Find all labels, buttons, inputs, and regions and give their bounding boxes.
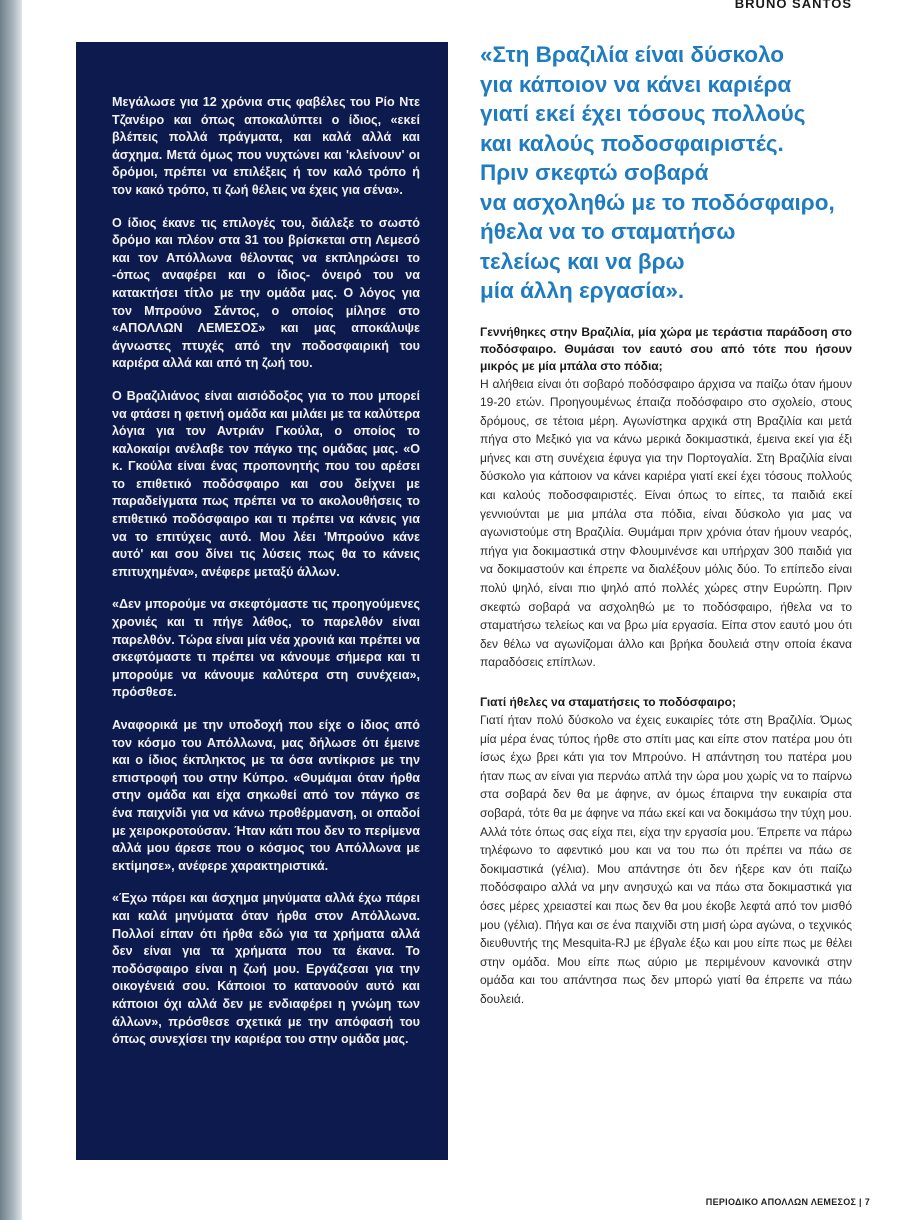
page-edge-shadow — [0, 0, 22, 1220]
interview-column — [480, 40, 852, 1009]
intro-paragraph: Ο ίδιος έκανε τις επιλογές του, διάλεξε το σωστό δρόμο και πλέον στα 31 του βρίσκεται στη Λεμεσό και τον Απόλλωνα θέλοντας να εκπληρώσει το -όπως αναφέρει και ο ίδιος- όνειρό του να κατακτήσει τίτλο με την ομάδα μας. Ο λόγος για τον Μπρούνο Σάντος, ο οποίος μίλησε στο «ΑΠΟΛΛΩΝ ΛΕΜΕΣΟΣ» και μας αποκάλυψε άγνωστες πτυχές από την ποδοσφαιρική του καριέρα αλλά και από τη ζωή του. — [112, 215, 420, 371]
intro-text-box — [76, 42, 448, 1160]
author-header: BRUNO SANTOS — [734, 0, 852, 11]
page-number: 7 — [864, 1197, 870, 1207]
intro-paragraph: Αναφορικά με την υποδοχή που είχε ο ίδιος από τον κόσμο του Απόλλωνα, μας δήλωσε ότι έμεινε και ο ίδιος έκπληκτος με τα όσα αντίκρισε με την επιστροφή του στην Κύπρο. «Θυμάμαι όταν ήρθα στην ομάδα και είχα σηκωθεί από τον πάγκο σε ένα παιχνίδι για να κάνω προθέρμανση, οι οπαδοί με χειροκροτούσαν. Ήταν κάτι που δεν το περίμενα αλλά μου άρεσε που ο κόσμος του Απόλλωνα με εκτίμησε», ανέφερε χαρακτηριστικά. — [112, 718, 420, 873]
interview-question: Γεννήθηκες στην Βραζιλία, μία χώρα με τεράστια παράδοση στο ποδόσφαιρο. Θυμάσαι τον εαυτό σου από τότε που ήσουν μικρός με μία μπάλα στο πόδια; — [480, 324, 852, 373]
intro-paragraph: «Δεν μπορούμε να σκεφτόμαστε τις προηγούμενες χρονιές και τι πήγε λάθος, το παρελθόν είναι παρελθόν. Τώρα είναι μία νέα χρονιά και πρέπει να σκεφτόμαστε τι πρέπει να κάνουμε σήμερα και τι μπορούμε να κάνουμε καλύτερα στη συνέχεια», πρόσθεσε. — [112, 597, 420, 700]
intro-paragraph: Μεγάλωσε για 12 χρόνια στις φαβέλες του Ρίο Ντε Τζανέιρο και όπως αποκαλύπτει ο ίδιος, «εκεί βλέπεις πολλά πράγματα, και καλά αλλά και άσχημα. Μετά όμως που νυχτώνει και 'κλείνουν' οι δρόμοι, πρέπει να επιλέξεις ή τον καλό τρόπο ή τον κακό τρόπο, τι ζωή θέλεις να έχεις για σένα». — [112, 95, 420, 197]
page-footer — [706, 1197, 870, 1207]
pull-quote: «Στη Βραζιλία είναι δύσκολο για κάποιον να κάνει καριέρα γιατί εκεί έχει τόσους πολλούς και καλούς ποδοσφαιριστές. Πριν σκεφτώ σοβαρά να ασχοληθώ με το ποδόσφαιρο, ήθελα να το σταματήσω τελείως και να βρω μία άλλη εργασία». — [480, 42, 835, 303]
interview-answer: Γιατί ήταν πολύ δύσκολο να έχεις ευκαιρίες τότε στη Βραζιλία. Όμως μία μέρα ένας τύπος ήρθε στο σπίτι μας και είπε στον πατέρα μου ότι ίσως έχω βρει κάτι για τον Μπρούνο. Η απάντηση του πατέρα μου ήταν πως αν είναι για περνάω απλά την ώρα μου χωρίς να το παίρνω στα σοβαρά δεν θα με άφηνε, αν όμως έπαιρνα την ευκαιρία στα σοβαρά, τότε θα με άφηνε να πάω εκεί και να δοκιμάσω την τύχη μου. Αλλά τότε όπως σας είχα πει, είχα την εργασία μου. Έπρεπε να πάρω τηλέφωνο το αφεντικό μου και να του πω ότι πρέπει να πάω σε δοκιμαστικά (γέλια). Μου απάντησε ότι δεν ήξερε καν ότι παίζω ποδόσφαιρο αλλά να μην ανησυχώ και να πάω στα δοκιμαστικά για όσες μέρες χρειαστεί και πως δεν θα μου έκοβε λεφτά από τον μισθό μου (γέλια). Πήγα και σε ένα παιχνίδι στη μισή ώρα αγώνα, ο τεχνικός διευθυντής της Mesquita-RJ με έβγαλε έξω και μου είπε πως με θέλει στην ομάδα. Μου είπε πως αύριο με περιμένουν κανονικά στην ομάδα και του απάντησα πως δεν μπορώ γιατί θα έπρεπε να πάω δουλειά. — [480, 713, 852, 1006]
interview-question: Γιατί ήθελες να σταματήσεις το ποδόσφαιρο; — [480, 695, 736, 709]
intro-paragraph: Ο Βραζιλιάνος είναι αισιόδοξος για το που μπορεί να φτάσει η φετινή ομάδα και μιλάει με τα καλύτερα λόγια για τον Αντριάν Γκούλα, ο οποίος το καλοκαίρι ανέλαβε τον πάγκο της ομάδας μας. «Ο κ. Γκούλα είναι ένας προπονητής που του αρέσει το επιθετικό ποδόσφαιρο και σου δείχνει με παραδείγματα πως πρέπει να το ακολουθήσεις το επιθετικό ποδόσφαιρο και τι πρέπει να κάνεις για να το επιτύχεις αυτό. Μου λέει 'Μπρούνο κάνε αυτό' και σου δίνει τις λύσεις πως θα το κάνεις επιτυχημένα», ανέφερε μεταξύ άλλων. — [112, 388, 420, 579]
intro-paragraph: «Έχω πάρει και άσχημα μηνύματα αλλά έχω πάρει και καλά μηνύματα όταν ήρθα στον Απόλλωνα. Πολλοί είπαν ότι ήρθα εδώ για τα χρήματα αλλά δεν είναι για τα χρήματα που τα έκανα. Το ποδόσφαιρο είναι η ζωή μου. Εργάζεσαι για την οικογένειά σου. Κάποιοι το κατανοούν αυτό και κάποιοι όχι αλλά δεν με ενδιαφέρει η γνώμη των άλλων», πρόσθεσε σχετικά με την απόφασή του όπως συνεχίσει την καριέρα του στην ομάδα μας. — [112, 891, 420, 1047]
footer-separator: | — [859, 1197, 862, 1207]
interview-answer: Η αλήθεια είναι ότι σοβαρό ποδόσφαιρο άρχισα να παίζω όταν ήμουν 19-20 ετών. Προηγουμένως έπαιζα ποδόσφαιρο στο σχολείο, στους δρόμους, σε τέτοια μέρη. Αγωνίστηκα αρχικά στη Βραζιλία και μετά πήγα στο Μεξικό για να κάνω μερικά δοκιμαστικά, έμεινα εκεί για έξι μήνες και στη συνέχεια έφυγα για την Πορτογαλία. Στη Βραζιλία είναι δύσκολο για κάποιον να κάνει καριέρα γιατί εκεί έχει τόσους πολλούς και καλούς ποδοσφαιριστές. Είναι όπως το είπες, τα παιδιά εκεί γεννιούνται με μια μπάλα στα πόδια, είναι δύσκολο για μας να αγωνιστούμε στη Βραζιλία. Θυμάμαι πριν χρόνια όταν ήμουν νεαρός, πήγα για δοκιμαστικά στην Φλουμινένσε και υπήρχαν 300 παιδιά για να δοκιμαστούν και έπρεπε να διαλέξουν μόλις δύο. Το επίπεδο είναι πολύ ψηλό, είναι πιο ψηλό από πολλές χώρες στην Ευρώπη. Πριν σκεφτώ σοβαρά να ασχοληθώ με το ποδόσφαιρο, ήθελα να το σταματήσω τελείως και να βρω μία εργασία. Είπα στον εαυτό μου ότι δεν θέλω να αγωνίζομαι άλλο και βρήκα δουλειά στην οποία έκανα παραδόσεις επίπλων. — [480, 376, 852, 670]
magazine-name: ΠΕΡΙΟΔΙΚΟ ΑΠΟΛΛΩΝ ΛΕΜΕΣΟΣ — [705, 1197, 857, 1207]
